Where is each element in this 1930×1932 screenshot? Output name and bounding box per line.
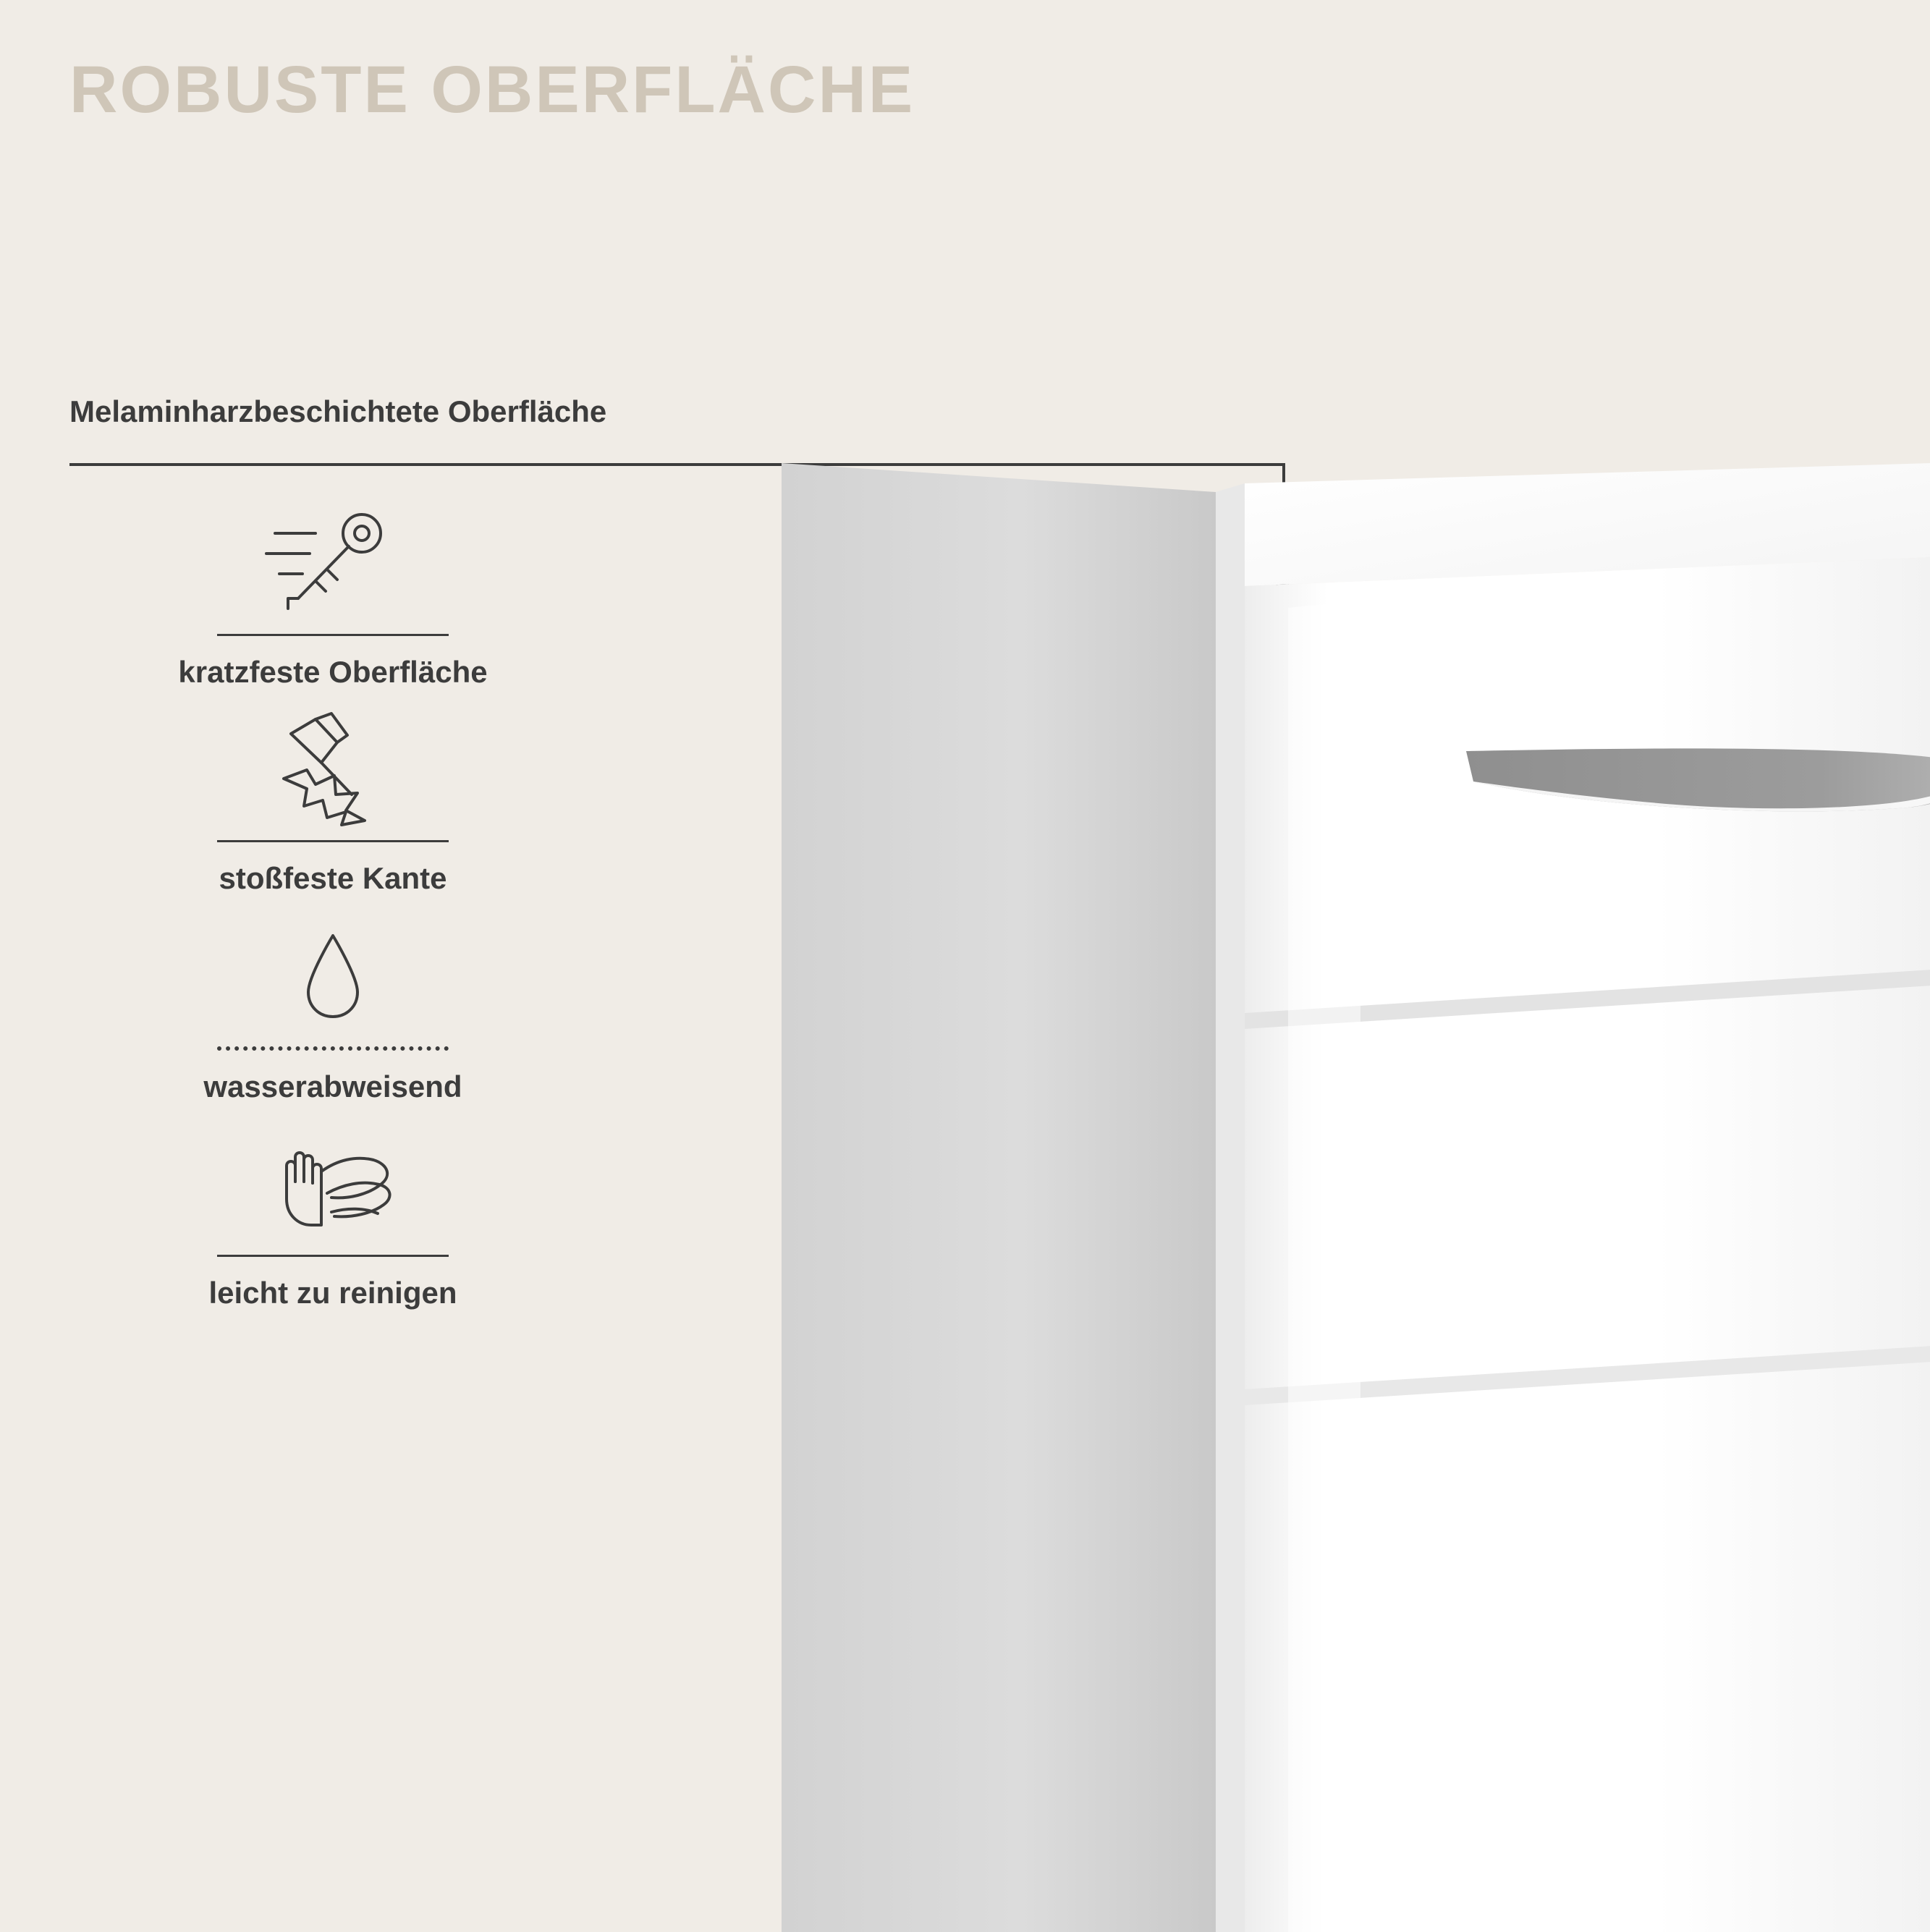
feature-label-impact-resistant: stoßfeste Kante [219, 861, 447, 895]
feature-divider-dotted [217, 1046, 449, 1051]
water-drop-icon [246, 912, 420, 1042]
callout-label: Melaminharzbeschichtete Oberfläche [69, 394, 607, 428]
cleaning-hand-cloth-icon [246, 1120, 420, 1250]
scratch-key-icon [246, 499, 420, 630]
cabinet-edge [1216, 483, 1245, 1932]
front-gloss-reflection [1288, 601, 1360, 1932]
cabinet-side-panel [782, 463, 1216, 1932]
feature-divider [217, 1255, 449, 1257]
feature-list [145, 499, 521, 1326]
feature-item-impact-resistant [145, 706, 521, 896]
product-image [782, 463, 1930, 1932]
feature-divider [217, 634, 449, 636]
feature-divider [217, 840, 449, 842]
feature-item-easy-clean [145, 1120, 521, 1310]
page-title: ROBUSTE OBERFLÄCHE [69, 53, 915, 127]
feature-label-water-repellent: wasserabweisend [203, 1069, 462, 1103]
feature-item-scratch-resistant [145, 499, 521, 690]
hammer-impact-icon [246, 706, 420, 836]
feature-label-scratch-resistant: kratzfeste Oberfläche [178, 655, 488, 689]
feature-label-easy-clean: leicht zu reinigen [208, 1276, 457, 1310]
feature-item-water-repellent [145, 912, 521, 1104]
